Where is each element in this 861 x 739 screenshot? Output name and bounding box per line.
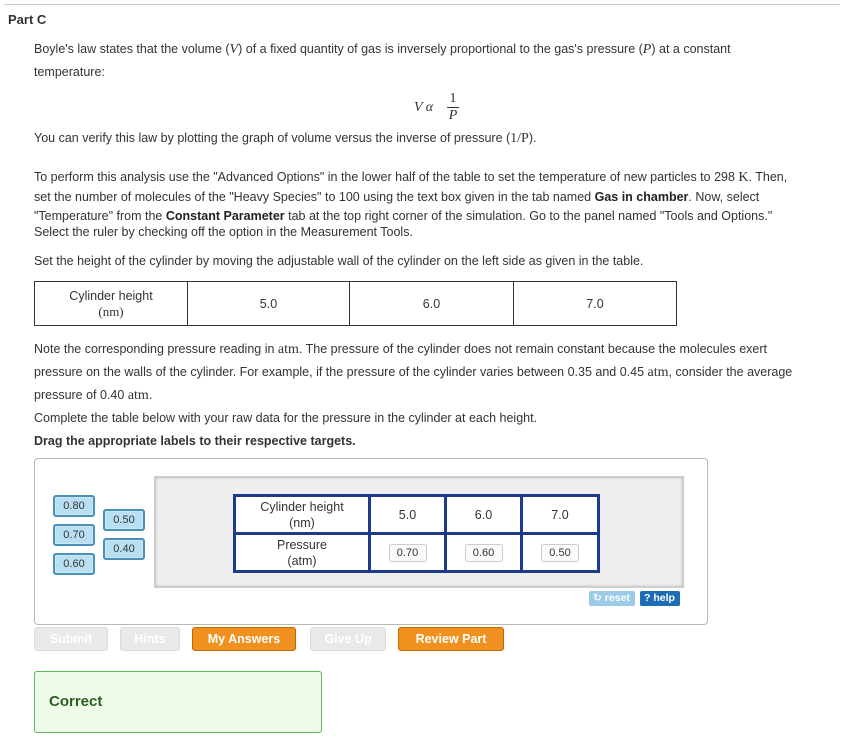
intro-text-4: temperature: [34, 65, 105, 79]
gas-in-chamber-label: Gas in chamber [594, 190, 689, 204]
drag-label[interactable]: 0.50 [103, 509, 145, 531]
drop-target[interactable] [446, 534, 522, 572]
help-label: help [653, 592, 675, 604]
atm-unit: atm [277, 342, 299, 357]
note-3: pressure of 0.40 [34, 388, 128, 402]
verify-text-pre: You can verify this law by plotting the graph of volume versus the inverse of pressure ( [34, 131, 511, 145]
help-button[interactable] [640, 591, 680, 606]
formula-fraction [447, 92, 459, 123]
note-3b: . [148, 388, 153, 402]
target-height-unit: (nm) [289, 515, 315, 530]
instructions-1: To perform this analysis use the "Advanced Options" in the lower half of the table to set the temperature of new particles to 298 [34, 170, 735, 184]
target-table [233, 494, 600, 573]
note-4: Complete the table below with your raw data for the pressure in the cylinder at each height. [34, 411, 538, 425]
target-height-label: Cylinder height [260, 499, 344, 514]
volume-symbol: V [229, 42, 239, 57]
note-2: pressure on the walls of the cylinder. For example, if the pressure of the cylinder varies between 0.35 and 0.45 [34, 365, 648, 379]
feedback-status: Correct [49, 693, 103, 710]
reference-header-unit: (nm) [98, 303, 124, 319]
target-height-cell: 5.0 [370, 496, 446, 534]
instructions-text [34, 169, 834, 240]
drop-target[interactable] [522, 534, 599, 572]
drag-label[interactable]: 0.40 [103, 538, 145, 560]
drag-label[interactable]: 0.70 [53, 524, 95, 546]
drop-target[interactable] [370, 534, 446, 572]
reset-icon: ↻ [593, 592, 602, 604]
instructions-1b: . Then, [748, 170, 788, 184]
height-instruction: Set the height of the cylinder by moving the adjustable wall of the cylinder on the left side as given in the table. [34, 254, 644, 268]
formula-lhs: V α [414, 100, 434, 115]
drag-label[interactable]: 0.80 [53, 495, 95, 517]
intro-text-3: ) at a constant [651, 42, 731, 56]
target-height-cell: 6.0 [446, 496, 522, 534]
instructions-3: "Temperature" from the [34, 209, 166, 223]
dropped-label[interactable]: 0.50 [541, 544, 579, 562]
instructions-3b: tab at the top right corner of the simulation. Go to the panel named "Tools and Options." [284, 209, 773, 223]
feedback-box [34, 671, 322, 733]
verify-text [34, 127, 834, 150]
pressure-symbol: P [642, 42, 652, 57]
note-1: Note the corresponding pressure reading in [34, 342, 278, 356]
intro-text-2: ) of a fixed quantity of gas is inversely proportional to the gas's pressure ( [238, 42, 643, 56]
constant-parameter-label: Constant Parameter [165, 209, 285, 223]
review-part-button[interactable]: Review Part [398, 627, 504, 651]
hints-button[interactable]: Hints [120, 627, 180, 651]
part-title: Part C [8, 12, 47, 27]
give-up-button[interactable]: Give Up [310, 627, 386, 651]
reference-header-cell [35, 282, 188, 326]
table-row [235, 496, 599, 534]
top-divider [4, 4, 840, 5]
atm-unit: atm [127, 388, 149, 403]
kelvin-unit: K [738, 170, 749, 185]
atm-unit: atm [647, 365, 669, 380]
instructions-2: set the number of molecules of the "Heavy Species" to 100 using the text box given in the tab named [34, 190, 595, 204]
table-row [235, 534, 599, 572]
instructions-4: Select the ruler by checking off the option in the Measurement Tools. [34, 225, 413, 239]
table-row [35, 282, 677, 326]
dropped-label[interactable]: 0.70 [389, 544, 427, 562]
instructions-2b: . Now, select [688, 190, 760, 204]
submit-button[interactable]: Submit [34, 627, 108, 651]
reference-height-cell: 5.0 [188, 282, 350, 326]
verify-text-post: ). [528, 131, 537, 145]
reference-table [34, 281, 677, 326]
target-header-pressure [235, 534, 370, 572]
reference-header-label: Cylinder height [69, 288, 153, 303]
inverse-pressure-expr: 1/P [510, 131, 529, 146]
my-answers-button[interactable]: My Answers [192, 627, 296, 651]
reference-height-cell: 6.0 [350, 282, 514, 326]
intro-text [34, 38, 834, 83]
note-1b: . The pressure of the cylinder does not remain constant because the molecules exert [298, 342, 767, 356]
target-pressure-unit: (atm) [287, 553, 317, 568]
formula-numerator: 1 [449, 91, 457, 106]
note-text [34, 338, 834, 429]
target-pressure-label: Pressure [276, 537, 328, 552]
reset-button[interactable] [589, 591, 635, 606]
reference-height-cell: 7.0 [514, 282, 677, 326]
target-header-height [235, 496, 370, 534]
question-icon: ? [644, 592, 651, 604]
intro-text-1: Boyle's law states that the volume ( [34, 42, 230, 56]
drag-label[interactable]: 0.60 [53, 553, 95, 575]
drag-instruction: Drag the appropriate labels to their respective targets. [34, 434, 356, 448]
dropped-label[interactable]: 0.60 [465, 544, 503, 562]
target-height-cell: 7.0 [522, 496, 599, 534]
reset-label: reset [604, 592, 630, 604]
note-2b: , consider the average [668, 365, 793, 379]
formula-denominator: P [448, 108, 458, 123]
